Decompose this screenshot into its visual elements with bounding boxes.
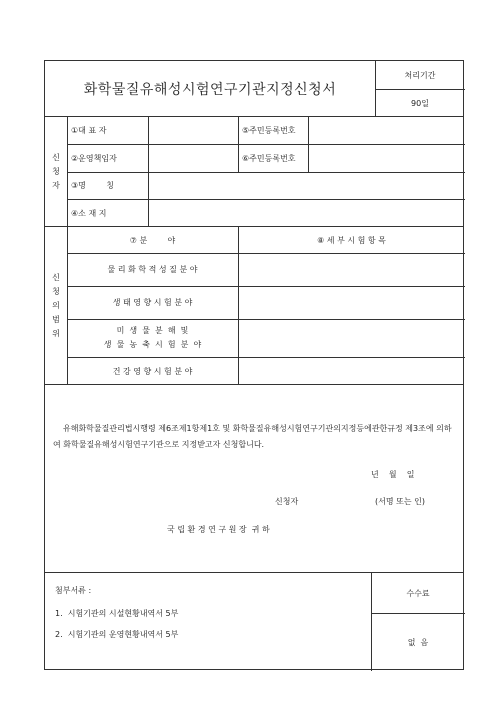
scope-row-physchem-items[interactable] <box>238 253 465 286</box>
addressee: 국 립 환 경 연 구 원 장 귀 하 <box>167 525 270 534</box>
scope-row-physchem: 물 리 화 학 적 성 질 분 야 <box>107 265 198 274</box>
declaration-paragraph: 유해화학물질관리법시행령 제6조제1항제1호 및 화학물질유해성시험연구기관의지정등에관한규정 제3조에 의하여 화학물질유해성시험연구기관으로 지정받고자 신청합니다. <box>53 424 452 449</box>
fee-value: 없 음 <box>407 637 429 647</box>
form-title: 화학물질유해성시험연구기관지정신청서 <box>83 81 337 98</box>
processing-period-value: 90일 <box>411 98 429 108</box>
application-form <box>44 60 464 670</box>
processing-period-label: 처리기간 <box>404 70 436 80</box>
attachment-item-1: 1. 시험기관의 시설현황내역서 5부 <box>55 609 179 618</box>
header-row <box>45 61 463 117</box>
scope-row-ecology: 생 태 영 향 시 험 분 야 <box>112 298 193 307</box>
footer-section <box>45 573 463 671</box>
manager-id-label: ⑥주민등록번호 <box>242 153 296 163</box>
representative-input[interactable] <box>148 117 238 144</box>
date-line[interactable]: 년 월 일 <box>371 470 415 479</box>
scope-row-biodegradation: 미 생 물 분 해 및 생 물 농 축 시 험 분 야 <box>103 326 202 349</box>
name-label: ③명 칭 <box>71 181 114 190</box>
representative-id-input[interactable] <box>308 117 465 144</box>
signature-placeholder[interactable]: (서명 또는 인) <box>375 497 425 506</box>
applicant-section <box>45 117 463 227</box>
scope-row-ecology-items[interactable] <box>238 286 465 319</box>
attachments-label: 첨부서류 : <box>55 586 92 595</box>
declaration-section <box>45 385 463 573</box>
location-input[interactable] <box>148 199 465 227</box>
applicant-signature-label: 신청자 <box>275 497 299 506</box>
scope-row-health: 건 강 영 향 시 험 분 야 <box>112 366 193 376</box>
applicant-section-label: 신청자 <box>52 152 60 190</box>
manager-id-input[interactable] <box>308 144 465 172</box>
representative-label: ①대 표 자 <box>71 126 107 135</box>
test-items-column-header: ⑧ 세 부 시 험 항 목 <box>317 235 386 245</box>
scope-section-label: 신청의범위 <box>52 272 60 338</box>
scope-section <box>45 227 463 385</box>
name-input[interactable] <box>148 172 465 199</box>
representative-id-label: ⑤주민등록번호 <box>242 126 296 135</box>
location-label: ④소 재 지 <box>71 208 107 218</box>
manager-label: ②운영책임자 <box>71 153 117 163</box>
scope-row-biodegradation-items[interactable] <box>238 319 465 357</box>
attachment-item-2: 2. 시험기관의 운영현황내역서 5부 <box>55 630 179 639</box>
manager-input[interactable] <box>148 144 238 172</box>
fee-label: 수수료 <box>406 588 430 598</box>
field-column-header: ⑦ 분 야 <box>129 235 176 245</box>
scope-row-health-items[interactable] <box>238 357 465 385</box>
